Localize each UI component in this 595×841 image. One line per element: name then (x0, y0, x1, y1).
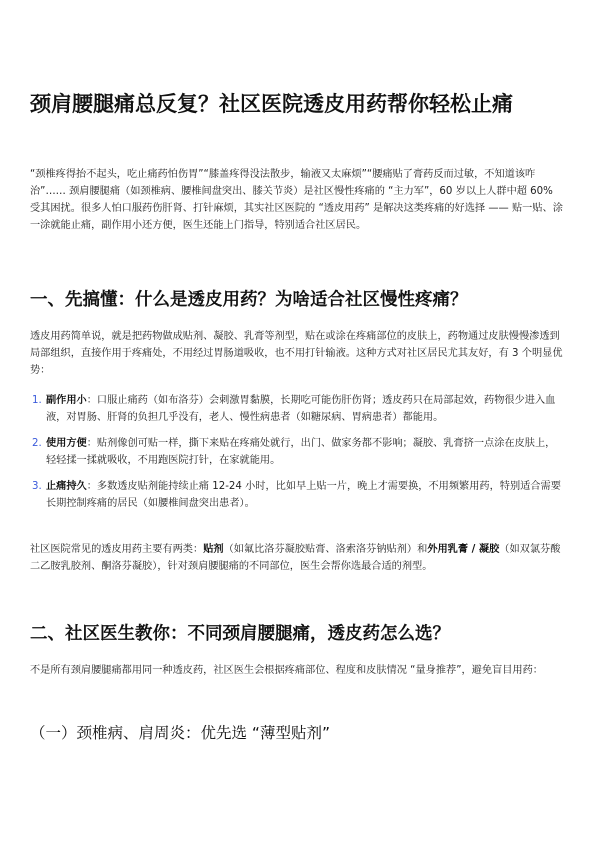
text-span: （如氟比洛芬凝胶贴膏、洛索洛芬钠贴剂）和 (223, 544, 428, 555)
bold-term-cream: 外用乳膏 / 凝胶 (427, 544, 500, 555)
list-item (30, 478, 565, 512)
article-title: 颈肩腰腿痛总反复？社区医院透皮用药帮你轻松止痛 (30, 92, 513, 116)
list-item-label: 使用方便 (46, 438, 87, 449)
text-span: （如双氯芬酸二乙胺乳胶剂、酮洛芬凝胶），针对颈肩腰腿痛的不同部位，医生会帮你选最合适的剂型。 (30, 544, 561, 572)
list-number: 1. (32, 395, 42, 406)
list-item-text: ：口服止痛药（如布洛芬）会刺激胃黏膜，长期吃可能伤肝伤肾；透皮药只在局部起效，药物很少进入血液，对胃肠、肝肾的负担几乎没有，老人、慢性病患者（如糖尿病、胃病患者）都能用。 (46, 395, 556, 423)
section-1-paragraph-2 (30, 541, 565, 575)
list-item-text: ：贴剂像创可贴一样，撕下来贴在疼痛处就行，出门、做家务都不影响；凝胶、乳膏挤一点涂在皮肤上，轻轻揉一揉就吸收，不用跑医院打针，在家就能用。 (46, 438, 556, 466)
benefits-list (30, 392, 565, 521)
list-number: 2. (32, 438, 42, 449)
list-number: 3. (32, 481, 42, 492)
list-item-label: 副作用小 (46, 395, 87, 406)
section-2-paragraph-1: 不是所有颈肩腰腿痛都用同一种透皮药，社区医生会根据疼痛部位、程度和皮肤情况 “量身推荐”，避免盲目用药： (30, 665, 543, 676)
section-1-heading: 一、先搞懂：什么是透皮用药？为啥适合社区慢性疼痛？ (30, 290, 468, 310)
intro-paragraph: “颈椎疼得抬不起头，吃止痛药怕伤胃”“膝盖疼得没法散步，输液又太麻烦”“腰痛贴了膏药反而过敏，不知道该咋治”…… 颈肩腰腿痛（如颈椎病、腰椎间盘突出、膝关节炎）是社区慢性疼痛的 “主力军”，60 岁以上人群中超 60% 受其困扰。很多人怕口服药伤肝肾、打针麻烦，其实社区医院的 “透皮用药” 是解决这类疼痛的好选择 —— 贴一贴、涂一涂就能止痛，副作用小还方便，医生还能上门指导，特别适合社区居民。 (30, 169, 563, 231)
bold-term-patch: 贴剂 (203, 544, 224, 555)
section-2-heading: 二、社区医生教你：不同颈肩腰腿痛，透皮药怎么选？ (30, 624, 450, 644)
list-item-label: 止痛持久 (46, 481, 87, 492)
list-item-text: ：多数透皮贴剂能持续止痛 12-24 小时，比如早上贴一片，晚上才需要换，不用频繁用药，特别适合需要长期控制疼痛的居民（如腰椎间盘突出患者）。 (46, 481, 561, 509)
section-1-paragraph-1: 透皮用药简单说，就是把药物做成贴剂、凝胶、乳膏等剂型，贴在或涂在疼痛部位的皮肤上，药物通过皮肤慢慢渗透到局部组织，直接作用于疼痛处，不用经过胃肠道吸收，也不用打针输液。这种方式对社区居民尤其友好，有 3 个明显优势： (30, 331, 563, 376)
subsection-heading: （一）颈椎病、肩周炎：优先选 “薄型贴剂” (30, 724, 330, 742)
text-span: 社区医院常见的透皮用药主要有两类： (30, 544, 204, 555)
list-item (30, 392, 565, 426)
list-item (30, 435, 565, 469)
